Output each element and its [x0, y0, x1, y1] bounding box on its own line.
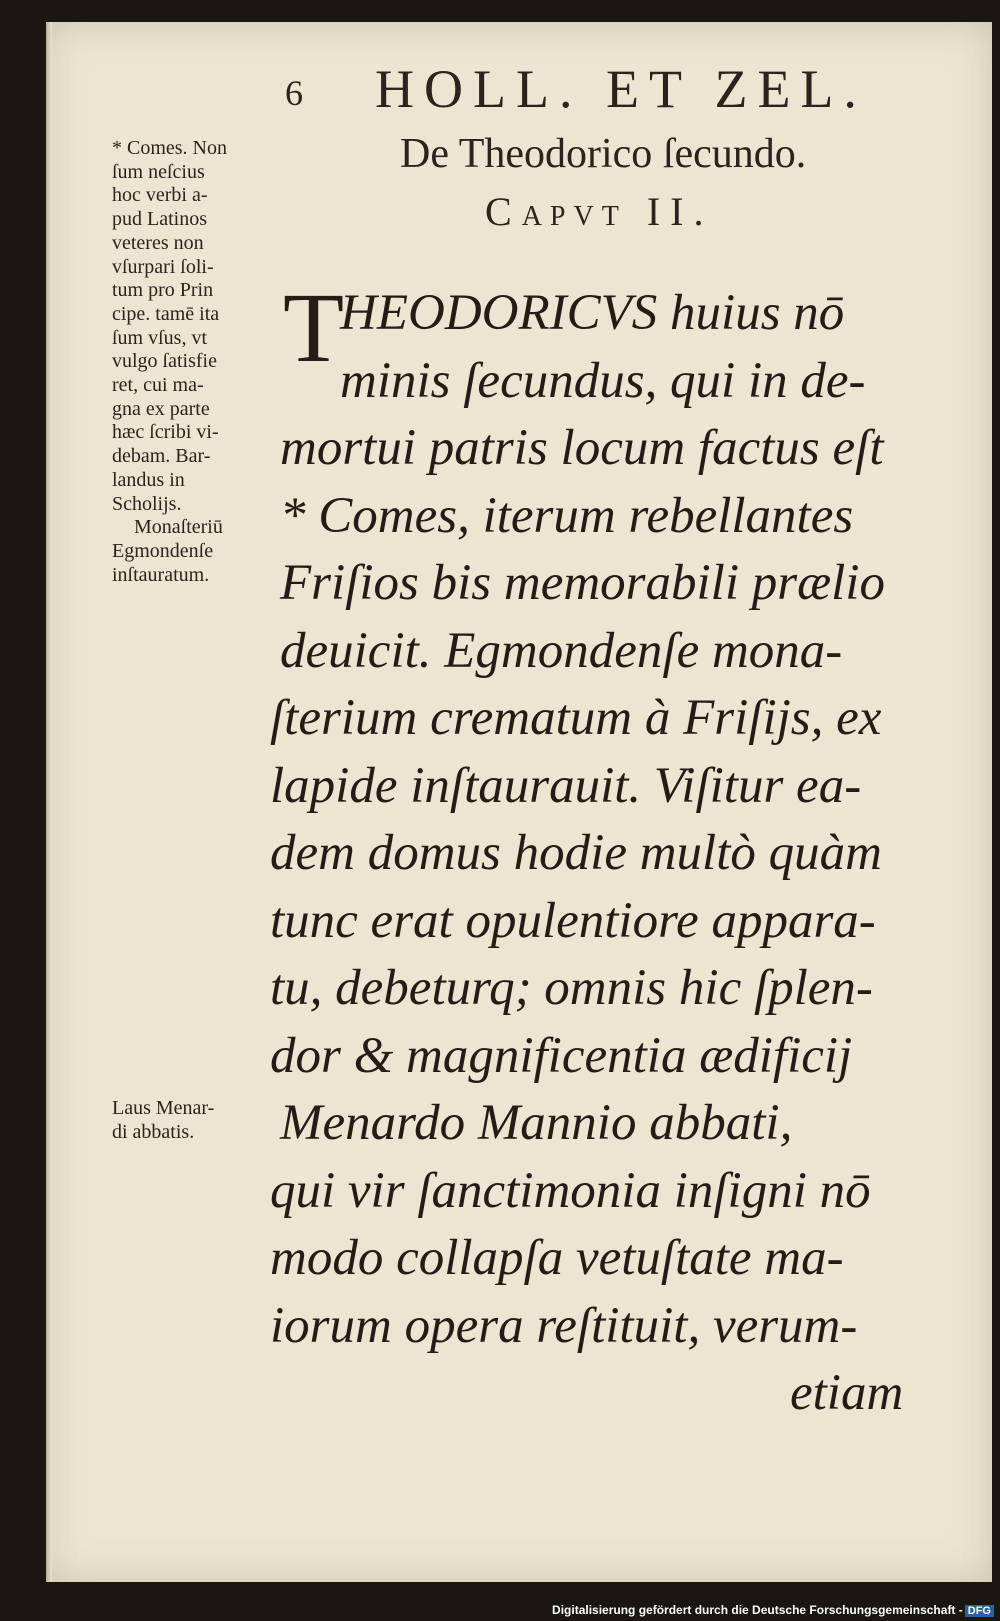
catchword: etiam: [790, 1365, 904, 1421]
body-line: lapide inſtaurauit. Viſitur ea-: [270, 757, 862, 814]
margin-line: vſurpari ſoli-: [112, 255, 214, 278]
digitization-credit: [552, 1603, 994, 1617]
body-line: qui vir ſanctimonia inſigni nō: [270, 1162, 871, 1219]
page-number: 6: [285, 73, 303, 113]
margin-line: Egmondenſe: [112, 539, 214, 562]
body-line: dor & magnificentia ædificij: [270, 1027, 853, 1084]
body-line: tunc erat opulentiore appara-: [270, 892, 876, 949]
chapter-heading: [485, 188, 713, 235]
margin-line: vulgo ſatisfie: [112, 350, 217, 373]
page-gutter: [46, 22, 52, 1582]
drop-cap: T: [283, 272, 345, 383]
margin-line: hoc verbi a-: [112, 184, 208, 207]
chapter-smallcaps: APVT: [521, 201, 627, 232]
chapter-number: II.: [646, 189, 714, 234]
margin-note-laus: [112, 1097, 282, 1144]
margin-line: ret, cui ma-: [112, 374, 204, 397]
body-line: Menardo Mannio abbati,: [280, 1095, 793, 1151]
body-line: tu, debeturq; omnis hic ſplen-: [270, 960, 873, 1016]
margin-line: Laus Menar-: [112, 1097, 215, 1119]
margin-line: ſum neſcius: [112, 160, 205, 183]
margin-line: veteres non: [112, 231, 204, 254]
margin-line: Monaſteriū: [134, 516, 223, 539]
body-line: iorum opera reſtituit, verum-: [270, 1297, 858, 1354]
margin-line: hæc ſcribi vi-: [112, 421, 219, 444]
dfg-logo: DFG: [965, 1605, 994, 1617]
margin-line: Scholijs.: [112, 492, 182, 515]
section-subtitle: De Theodorico ſecundo.: [400, 131, 807, 177]
margin-line: debam. Bar-: [112, 445, 211, 468]
body-line: modo collapſa vetuſtate ma-: [270, 1230, 844, 1286]
margin-line: gna ex parte: [112, 397, 210, 420]
body-line: mortui patris locum factus eſt: [280, 420, 884, 476]
margin-line: pud Latinos: [112, 208, 207, 231]
body-line: ſterium crematum à Friſijs, ex: [270, 690, 882, 746]
margin-line: * Comes. Non: [112, 137, 227, 159]
chapter-initial: C: [485, 189, 522, 234]
margin-line: di abbatis.: [112, 1120, 195, 1143]
margin-line: landus in: [112, 468, 185, 491]
body-paragraph: [270, 272, 950, 1428]
body-line: minis ſecundus, qui in de-: [340, 352, 866, 409]
body-line: dem domus hodie multò quàm: [270, 825, 882, 881]
body-line: * Comes, iterum rebellantes: [280, 487, 854, 544]
credit-text: Digitalisierung gefördert durch die Deutsche Forschungsgemeinschaft -: [552, 1603, 963, 1617]
body-line: deuicit. Egmondenſe mona-: [280, 622, 843, 679]
margin-line: ſum vſus, vt: [112, 326, 208, 349]
margin-note-comes: [112, 137, 282, 587]
running-title: HOLL. ET ZEL.: [375, 59, 867, 119]
body-line: HEODORICVS huius nō: [340, 285, 845, 341]
margin-line: inſtauratum.: [112, 563, 210, 586]
margin-line: tum pro Prin: [112, 279, 214, 302]
margin-line: cipe. tamē ita: [112, 302, 220, 325]
body-line: Friſios bis memorabili prælio: [280, 555, 885, 611]
